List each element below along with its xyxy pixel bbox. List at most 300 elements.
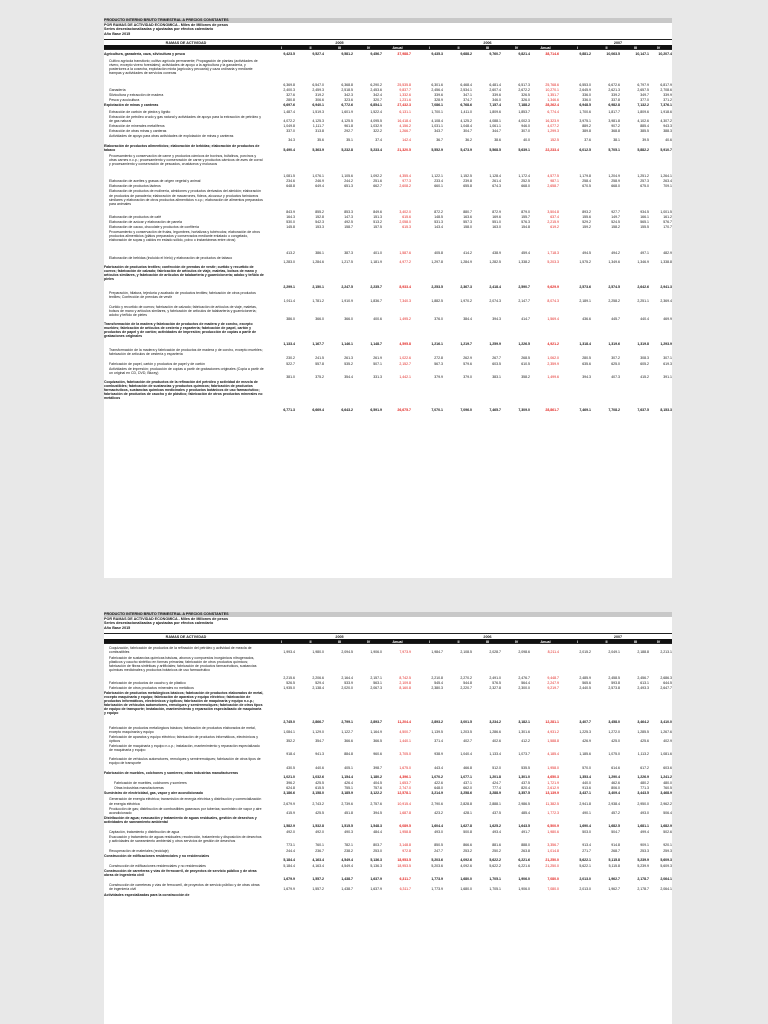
row-value: 2,647.7 [660, 686, 672, 691]
row-value: 9,581.2 [341, 52, 353, 57]
row-value: 424.7 [492, 780, 501, 785]
row-value: 9,760.7 [489, 52, 501, 57]
row-value: 1,172.4 [518, 174, 530, 179]
row-value: 6,591.9 [370, 408, 382, 413]
row-value: 8,074.3 [547, 299, 559, 304]
row-value: 2,941.8 [579, 801, 591, 806]
row-value: 570.0 [582, 765, 591, 770]
row-value: 593.8 [611, 680, 620, 685]
report-title-line: PRODUCTO INTERNO BRUTO TRIMESTRAL A PRECIOS CONSTANTES [104, 612, 672, 617]
row-label: Ganadería [109, 88, 126, 93]
row-value: 1,680.0 [460, 877, 472, 882]
row-value: 6,672.6 [608, 82, 620, 87]
row-value: 866.6 [463, 843, 472, 848]
row-value: 383.1 [492, 374, 501, 379]
row-value: 1,284.6 [312, 259, 324, 264]
row-value: 5,136.3 [370, 863, 382, 868]
row-value: 1,809.6 [637, 109, 649, 114]
row-value: 1,910.9 [341, 299, 353, 304]
row-value: 339.6 [492, 93, 501, 98]
row-value: 1,332.6 [399, 93, 411, 98]
row-value: 437.5 [492, 810, 501, 815]
row-value: 777.4 [492, 786, 501, 791]
row-value: 349.7 [640, 93, 649, 98]
row-value: 253.3 [640, 848, 649, 853]
row-value: 1,081.5 [283, 174, 295, 179]
row-value: 413.2 [286, 250, 295, 255]
row-value: 9,629.9 [547, 285, 559, 290]
row-label: Procesamiento y conservación de frutas, legumbres, hortalizas y tubérculos; elaboración de otros productos alimenticios (plátos preparados y conservados mediante enlatado o congelado, elaboración de sopas y caldos en estado sólido, polvo o instantáneas entre otros) [109, 230, 260, 243]
row-value: 253.0 [373, 848, 382, 853]
row-label: Construcción de edificaciones residenciales y no residenciales [109, 863, 206, 868]
row-value: 257.3 [640, 179, 649, 184]
row-value: 1,226.5 [518, 342, 530, 347]
row-value: 401.0 [373, 250, 382, 255]
report-title-line: Año Base 2015 [104, 625, 131, 630]
row-value: 4,500.7 [399, 729, 411, 734]
row-value: 405.8 [434, 250, 443, 255]
row-value: 918.4 [286, 752, 295, 757]
row-value: 327.6 [286, 93, 295, 98]
row-label: Extracción de carbón de piedra y lignito [109, 109, 171, 114]
row-value: 1,682.9 [660, 823, 672, 828]
row-value: 366.0 [344, 316, 353, 321]
row-value: 1,272.0 [608, 729, 620, 734]
row-value: 4,072.2 [283, 118, 295, 123]
row-value: 7,376.1 [660, 103, 672, 108]
subsector-row [104, 88, 672, 92]
row-value: 1,266.7 [399, 129, 411, 134]
row-value: 414.2 [463, 250, 472, 255]
row-value: 1,290.4 [608, 774, 620, 779]
row-value: 1,152.5 [460, 174, 472, 179]
column-header-quarter: Anual [540, 639, 551, 644]
subsector-row [104, 757, 672, 769]
row-value: 38.6 [494, 138, 501, 143]
sector-row [104, 265, 672, 289]
row-value: 1,643.5 [518, 823, 530, 828]
row-value: 773.1 [286, 843, 295, 848]
row-value: 2,657.5 [637, 88, 649, 93]
row-value: 1,721.9 [547, 780, 559, 785]
row-value: 148.5 [434, 214, 443, 219]
row-value: 635.6 [582, 361, 591, 366]
subsector-row [104, 807, 672, 815]
row-value: 1,286.6 [489, 729, 501, 734]
row-value: 565.1 [640, 220, 649, 224]
row-value: 1,522.4 [370, 109, 382, 114]
row-value: 280.5 [582, 356, 591, 361]
row-value: 3,458.0 [608, 719, 620, 724]
row-value: 913.4 [582, 843, 591, 848]
row-value: 4,092.6 [460, 857, 472, 862]
subsector-row [104, 849, 672, 853]
row-value: 2,215.9 [547, 220, 559, 224]
row-label: Fabricación de vehículos automotores, remolques y semirremolques; fabricación de otros tipos de equipo de transporte [109, 757, 261, 766]
row-value: 247.7 [434, 848, 443, 853]
row-value: 2,672.2 [518, 88, 530, 93]
row-value: 306.6 [315, 98, 324, 103]
row-value: 371.4 [434, 739, 443, 744]
row-value: 36.7 [436, 138, 443, 143]
row-value: 1,438.7 [341, 877, 353, 882]
row-value: 358.2 [521, 374, 530, 379]
row-value: 10,270.1 [545, 88, 559, 93]
row-value: 2,064.1 [660, 887, 672, 892]
row-value: 888.0 [521, 843, 530, 848]
row-value: 9,456.7 [370, 52, 382, 57]
row-value: 2,790.6 [431, 801, 443, 806]
row-value: 1,962.7 [608, 877, 620, 882]
row-value: 322.2 [373, 129, 382, 134]
row-value: 1,113.2 [637, 752, 649, 757]
row-value: 3,468.9 [660, 791, 672, 796]
row-value: 1,548.3 [370, 823, 382, 828]
row-label: Elaboración de aceites y grasas de origen vegetal y animal [109, 179, 201, 184]
row-value: 3,258.6 [460, 791, 472, 796]
row-value: 158.0 [463, 225, 472, 230]
row-label: Fabricación de papel, cartón y productos de papel y de cartón [109, 361, 205, 366]
row-label: Coquización, fabricación de productos de la refinación del petróleo y actividad de mezcla de combustibles; fabricación de sustancias y productos químicos; fabricación de productos farmacéuticos, sustancias químicas medicinales y productos botánicos de uso farmacéutico; fabricación de productos de caucho y de plástico; fabricación de otros productos minerales no metálicos [104, 379, 263, 401]
row-label: Construcción de carreteras y vías de ferrocarril, de proyectos de servicio público y de otras obras de ingeniería civil [104, 869, 257, 878]
row-value: 6,481.4 [489, 82, 501, 87]
row-value: 3,357.5 [518, 791, 530, 796]
row-value: 12,281.1 [545, 719, 559, 724]
row-value: 4,102.6 [637, 118, 649, 123]
row-value: 480.2 [640, 780, 649, 785]
row-label: Curtido y recurtido de cueros; fabricación de calzado; fabricación de artículos de viaje, maletas, bolsos de mano y artículos similares, y fabricación de artículos de talabartería y guarnicionería; adobo y teñido de pieles [109, 304, 257, 317]
row-value: 893.2 [582, 209, 591, 214]
row-value: 2,573.8 [608, 686, 620, 691]
row-value: 2,108.5 [460, 650, 472, 655]
row-value: 2,067.3 [370, 686, 382, 691]
row-value: 35.1 [346, 138, 353, 143]
row-value: 960.6 [373, 752, 382, 757]
row-value: 3,443.5 [637, 791, 649, 796]
row-value: 1,682.5 [608, 823, 620, 828]
row-value: 6,774.4 [547, 109, 559, 114]
row-value: 436.6 [582, 316, 591, 321]
subsector-row [104, 681, 672, 685]
row-value: 1,604.4 [431, 823, 443, 828]
row-value: 2,270.2 [460, 675, 472, 680]
row-value: 1,346.6 [547, 98, 559, 103]
row-value: 319.2 [315, 93, 324, 98]
row-value: 2,074.3 [489, 299, 501, 304]
row-value: 1,201.8 [489, 774, 501, 779]
row-value: 354.7 [315, 739, 324, 744]
row-value: 9,527.4 [312, 52, 324, 57]
row-value: 504.7 [611, 830, 620, 835]
row-value: 1,515.5 [341, 823, 353, 828]
row-value: 337.8 [611, 98, 620, 103]
row-value: 1,582.9 [283, 823, 295, 828]
row-label: Pesca y acuicultura [109, 98, 140, 103]
row-value: 5,882.2 [637, 147, 649, 152]
row-value: 2,020.0 [341, 686, 353, 691]
row-value: 2,458.5 [608, 675, 620, 680]
row-value: 1,438.7 [341, 887, 353, 892]
row-value: 850.5 [434, 843, 443, 848]
row-label: Silvicultura y extracción de madera [109, 93, 164, 98]
row-label: Fabricación de productos metalúrgicos básicos; fabricación de productos elaborados de metal, excepto maquinaria y equipo; fabricación de aparatos y equipo eléctrico; fabricación de productos informáticos, electrónicos y ópticos; fabricación de maquinaria y equipo n.c.p.; fabricación de vehículos automotores, remolques y semirremolques; fabricación de otros tipos de equipo de transporte; instalación, mantenimiento y reparación especializado de maquinaria y equipo [104, 691, 264, 716]
row-value: 331.3 [373, 374, 382, 379]
row-value: 1,032.9 [370, 124, 382, 129]
row-value: 7,708.2 [608, 408, 620, 413]
row-value: 1,836.7 [370, 299, 382, 304]
row-value: 425.6 [640, 739, 649, 744]
row-value: 927.7 [611, 209, 620, 214]
row-value: 1,351.7 [547, 93, 559, 98]
row-value: 2,453.6 [370, 88, 382, 93]
row-value: 7,340.3 [399, 299, 411, 304]
row-value: 386.0 [286, 316, 295, 321]
column-header-quarter: IV [366, 639, 371, 644]
row-value: 354.4 [344, 374, 353, 379]
row-value: 619.2 [550, 225, 559, 230]
row-value: 1,442.1 [399, 374, 411, 379]
row-value: 1,032.6 [312, 774, 324, 779]
row-value: 849.6 [373, 209, 382, 214]
row-value: 430.5 [286, 765, 295, 770]
row-value: 1,264.1 [660, 174, 672, 179]
row-value: 258.9 [611, 179, 620, 184]
row-value: 2,612.9 [547, 786, 559, 791]
row-value: 1,773.9 [431, 887, 443, 892]
row-value: 1,569.4 [547, 316, 559, 321]
row-value: 407.3 [611, 374, 620, 379]
row-label: Extracción de petróleo crudo y gas natural y actividades de apoyo para la extracción de petróleo y de gas natural [109, 114, 261, 123]
row-value: 462.6 [611, 780, 620, 785]
subsector-row [104, 225, 672, 229]
row-value: 855.2 [315, 209, 324, 214]
row-value: 492.5 [344, 220, 353, 224]
row-value: 379.0 [463, 374, 472, 379]
row-value: 366.6 [344, 739, 353, 744]
row-value: 1,267.6 [660, 729, 672, 734]
subsector-row [104, 883, 672, 891]
row-value: 26,675.7 [397, 408, 411, 413]
row-value: 535.2 [344, 361, 353, 366]
row-label: Recuperación de materiales (reciclaje) [109, 848, 169, 853]
row-value: 394.3 [492, 316, 501, 321]
report-title-block [104, 18, 672, 36]
row-value: 907.2 [611, 124, 620, 129]
row-value: 7,973.9 [399, 650, 411, 655]
row-value: 6,772.6 [341, 103, 353, 108]
row-value: 1,128.4 [489, 174, 501, 179]
row-value: 482.9 [663, 250, 672, 255]
row-value: 1,062.0 [547, 356, 559, 361]
row-value: 9,423.5 [283, 52, 295, 57]
row-value: 457.2 [611, 810, 620, 815]
subsector-row [104, 686, 672, 690]
row-value: 443.4 [434, 765, 443, 770]
column-header-year: 2006 [483, 40, 492, 45]
row-value: 934.5 [640, 209, 649, 214]
row-value: 1,225.3 [579, 729, 591, 734]
column-header-year: 2006 [483, 634, 492, 639]
row-value: 326.0 [521, 98, 530, 103]
header-quarter-row [104, 639, 672, 643]
row-label: Actividades especializadas para la construcción de [104, 892, 190, 897]
row-value: 557.3 [463, 220, 472, 224]
row-value: 1,105.6 [341, 174, 353, 179]
row-value: 25,535.8 [397, 82, 411, 87]
row-label: Extracción de otras minas y canteras [109, 129, 167, 134]
row-value: 40.0 [523, 138, 530, 143]
row-value: 1,014.8 [547, 848, 559, 853]
row-value: 987.1 [550, 179, 559, 184]
row-value: 5,609.3 [660, 863, 672, 868]
row-value: 2,456.4 [431, 88, 443, 93]
row-value: 542.3 [315, 220, 324, 224]
row-value: 1,958.8 [399, 830, 411, 835]
row-label: Transformación de la madera y fabricación de productos de madera y de corcho, excepto muebles; fabricación de artículos de cestería y espartería [109, 348, 263, 357]
row-value: 5,639.1 [518, 147, 530, 152]
row-value: 21,320.5 [397, 147, 411, 152]
row-value: 662.7 [373, 184, 382, 189]
subsector-row [104, 98, 672, 102]
row-value: 544.8 [463, 680, 472, 685]
subsector-row [104, 305, 672, 321]
row-value: 339.6 [434, 93, 443, 98]
row-value: 261.4 [492, 179, 501, 184]
row-value: 1,180.2 [370, 774, 382, 779]
row-value: 5,622.2 [489, 863, 501, 868]
row-value: 239.8 [463, 179, 472, 184]
row-value: 522.7 [286, 361, 295, 366]
row-value: 234.6 [286, 179, 295, 184]
row-value: 5,568.5 [489, 147, 501, 152]
row-value: 6,797.9 [637, 82, 649, 87]
row-value: 1,076.1 [312, 174, 324, 179]
row-value: 4,095.5 [370, 118, 382, 123]
row-value: 619.3 [663, 361, 672, 366]
row-value: 675.0 [640, 184, 649, 189]
row-value: 37.4 [375, 138, 382, 143]
row-value: 502.6 [663, 830, 672, 835]
row-value: 4,077.2 [547, 124, 559, 129]
row-value: 2,049.1 [608, 650, 620, 655]
subsector-row [104, 835, 672, 847]
row-value: 2,485.9 [579, 675, 591, 680]
row-value: 551.0 [492, 220, 501, 224]
row-value: 7,469.1 [579, 408, 591, 413]
row-value: 155.6 [582, 214, 591, 219]
row-value: 374.7 [463, 98, 472, 103]
row-value: 445.7 [611, 316, 620, 321]
row-value: 2,028.7 [489, 650, 501, 655]
row-value: 337.0 [286, 129, 295, 134]
row-value: 7,070.1 [431, 408, 443, 413]
sector-row [104, 791, 672, 795]
row-value: 5,203.6 [431, 863, 443, 868]
row-value: 343.7 [434, 129, 443, 134]
row-value: 6,012.5 [579, 147, 591, 152]
row-value: 2,708.6 [660, 88, 672, 93]
row-value: 2,476.7 [518, 675, 530, 680]
row-value: 451.8 [344, 810, 353, 815]
row-value: 1,204.9 [608, 174, 620, 179]
row-value: 313.8 [315, 129, 324, 134]
row-value: 466.8 [463, 765, 472, 770]
row-value: 6,517.3 [518, 82, 530, 87]
row-value: 7,096.0 [460, 408, 472, 413]
row-value: 366.0 [315, 316, 324, 321]
row-label: Agricultura, ganadería, caza, silvicultura y pesca [104, 52, 185, 57]
row-value: 1,164.9 [370, 729, 382, 734]
row-value: 2,645.9 [579, 88, 591, 93]
row-value: 1,705.1 [489, 877, 501, 882]
report-title-line: Año Base 2015 [104, 31, 131, 36]
row-value: 438.9 [492, 250, 501, 255]
row-value: 651.3 [344, 184, 353, 189]
report-title-line: POR RAMAS DE ACTIVIDAD ECONOMICA - Miles de Millones de pesos [104, 616, 229, 621]
row-value: 6,468.4 [460, 82, 472, 87]
row-value: 159.2 [582, 225, 591, 230]
row-value: 605.2 [640, 361, 649, 366]
row-label: Fabricación de aparatos y equipo eléctrico; fabricación de productos informáticos, electrónicos y ópticos [109, 735, 259, 744]
row-value: 637.4 [550, 214, 559, 219]
row-value: 1,495.2 [399, 316, 411, 321]
row-value: 7,157.4 [489, 103, 501, 108]
row-value: 328.9 [434, 98, 443, 103]
row-value: 13,139.9 [545, 791, 559, 796]
row-label: Fabricación de otros productos minerales no metálicos [109, 686, 194, 691]
row-value: 423.2 [434, 810, 443, 815]
row-value: 1,575.2 [579, 259, 591, 264]
row-value: 1,217.5 [341, 259, 353, 264]
sector-row [104, 816, 672, 828]
row-value: 7,132.2 [637, 103, 649, 108]
row-value: 169.6 [492, 214, 501, 219]
row-value: 1,319.6 [608, 342, 620, 347]
row-value: 342.3 [344, 93, 353, 98]
row-value: 480.0 [663, 780, 672, 785]
row-value: 280.8 [286, 98, 295, 103]
row-value: 2,253.5 [431, 285, 443, 290]
row-value: 567.3 [434, 361, 443, 366]
row-value: 405.1 [344, 765, 353, 770]
row-value: 1,679.9 [283, 887, 295, 892]
row-value: 5,184.4 [283, 857, 295, 862]
row-label: Actividades de apoyo para otras actividades de explotación de minas y canteras [109, 134, 234, 139]
row-value: 28,262.4 [545, 103, 559, 108]
row-value: 258.4 [582, 179, 591, 184]
row-value: 2,747.0 [399, 786, 411, 791]
row-value: 2,251.1 [637, 299, 649, 304]
column-header-quarter: IV [366, 45, 371, 50]
row-value: 1,129.0 [312, 729, 324, 734]
row-value: 6,948.5 [579, 103, 591, 108]
table-header [104, 633, 672, 644]
row-value: 1,487.4 [283, 109, 295, 114]
row-value: 881.6 [492, 843, 501, 848]
row-value: 2,950.0 [637, 801, 649, 806]
column-header-quarter: II [457, 45, 460, 50]
row-value: 1,241.2 [660, 774, 672, 779]
row-value: 6,854.1 [370, 103, 382, 108]
row-value: 4,577.5 [547, 174, 559, 179]
row-value: 565.6 [582, 680, 591, 685]
row-value: 1,853.7 [518, 109, 530, 114]
row-value: 4,977.2 [399, 259, 411, 264]
row-label: Construcción de edificaciones residenciales y no residenciales [104, 853, 210, 858]
row-value: 244.4 [286, 848, 295, 853]
row-value: 644.5 [663, 680, 672, 685]
row-value: 415.2 [640, 374, 649, 379]
